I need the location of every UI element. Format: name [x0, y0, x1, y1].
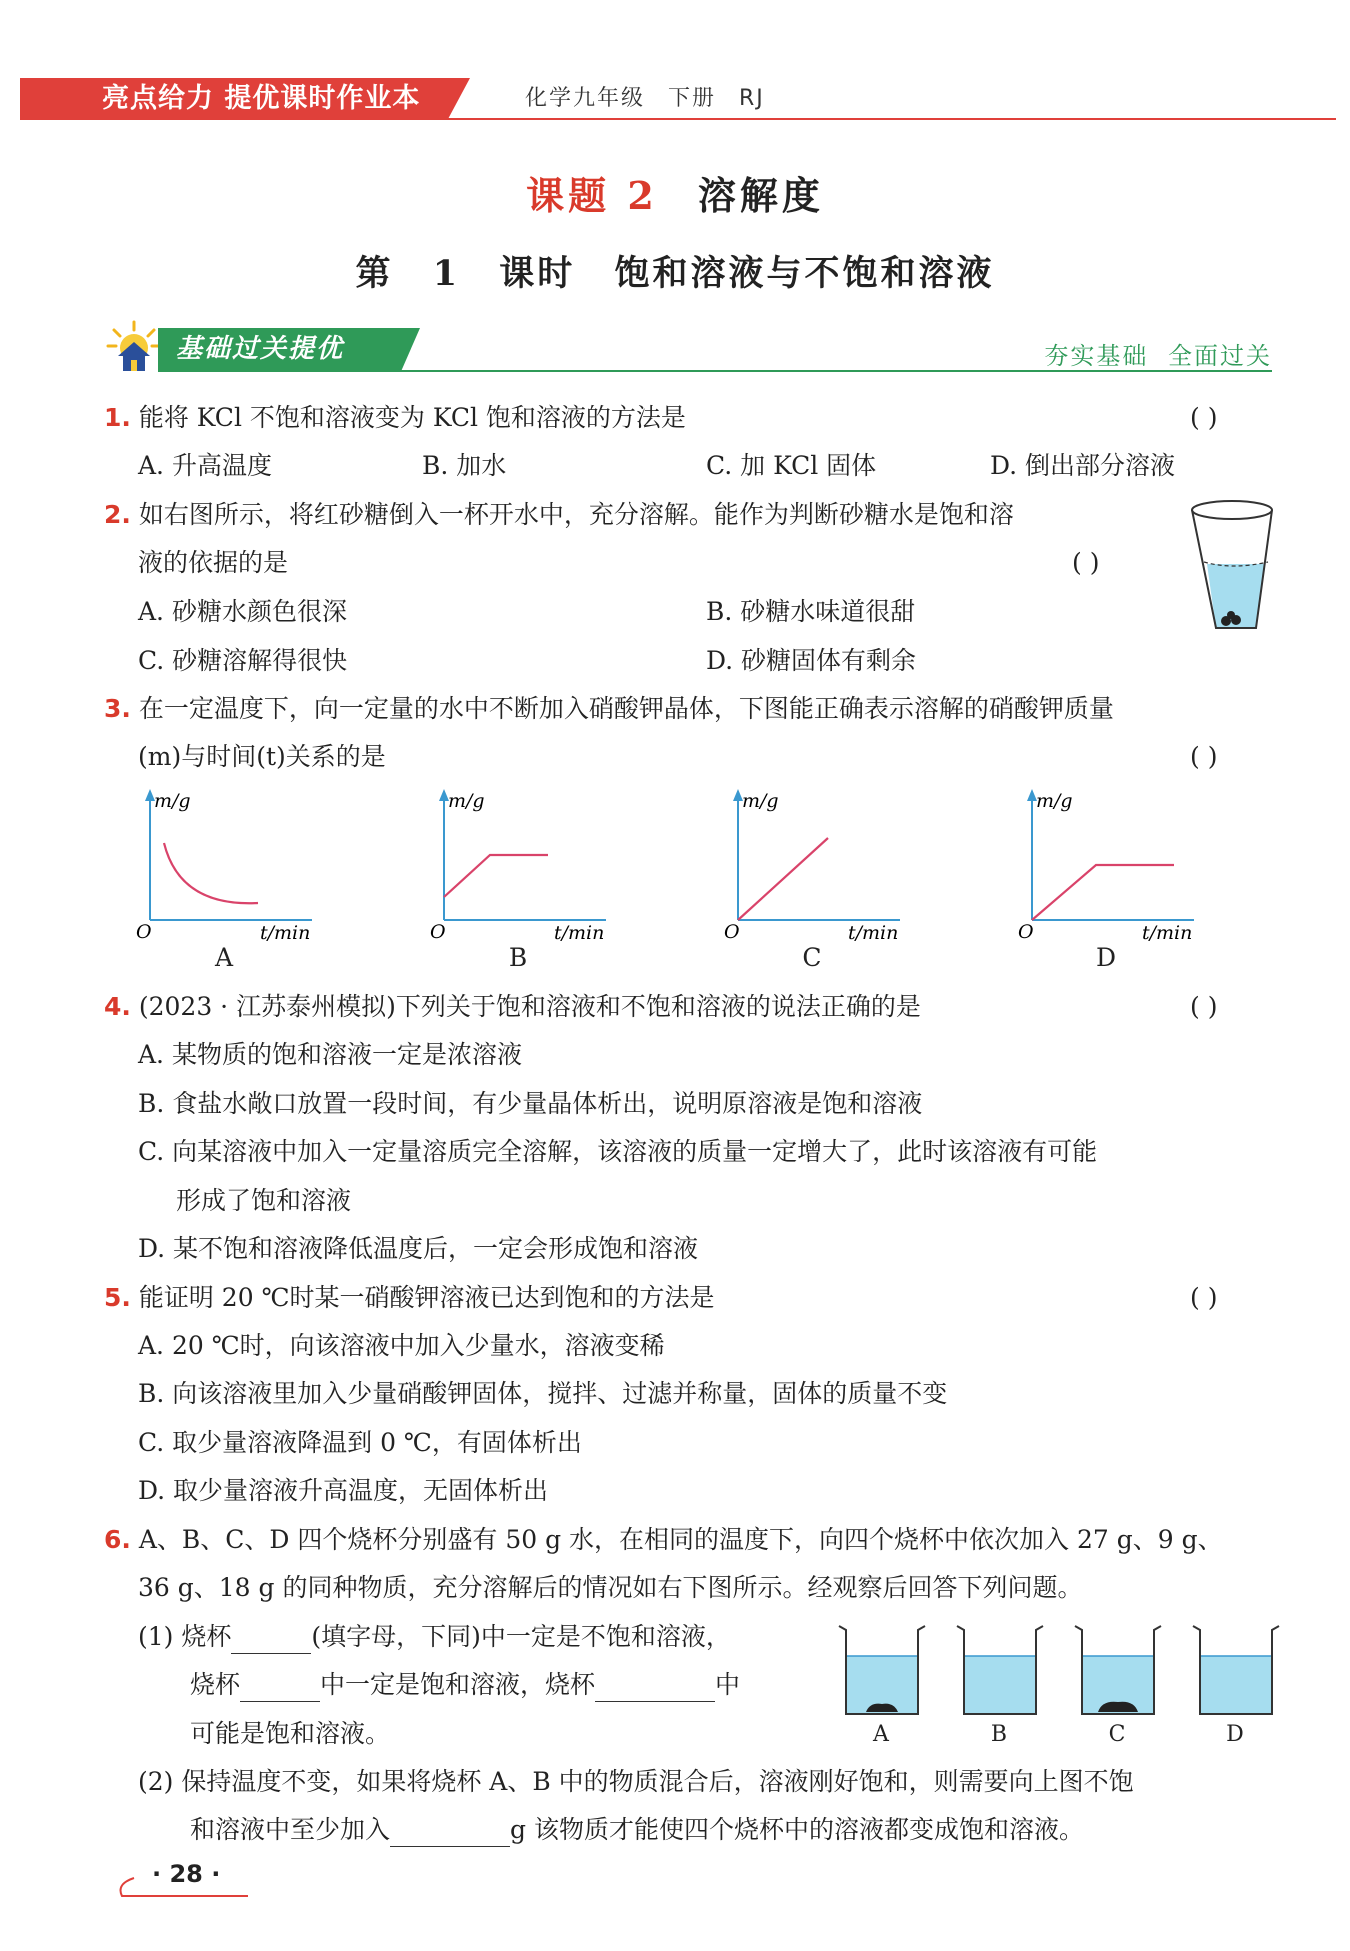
question-2	[104, 498, 1014, 532]
question-6	[104, 1523, 1223, 1557]
graph-d	[1014, 785, 1204, 949]
question-text: 如右图所示，将红砂糖倒入一杯开水中，充分溶解。能作为判断砂糖水是饱和溶	[138, 500, 1014, 529]
graph-a	[132, 785, 322, 949]
answer-parenthesis: ( )	[1190, 403, 1218, 432]
house-sun-icon	[104, 318, 164, 378]
part-2-line-1: (2) 保持温度不变，如果将烧杯 A、B 中的物质混合后，溶液刚好饱和，则需要向上图不饱	[138, 1767, 1134, 1796]
beaker-label-a: A	[873, 1722, 889, 1747]
option-c: C. 加 KCl 固体	[706, 451, 877, 480]
beaker-a	[836, 1620, 926, 1724]
answer-parenthesis: ( )	[1190, 992, 1218, 1021]
option-d: D. 某不饱和溶液降低温度后，一定会形成饱和溶液	[138, 1234, 699, 1263]
question-text-cont: (m)与时间(t)关系的是	[138, 742, 386, 771]
question-text-cont: 液的依据的是	[138, 548, 289, 577]
part-1-line-3: 可能是饱和溶液。	[190, 1719, 391, 1748]
option-a: A. 砂糖水颜色很深	[138, 597, 347, 626]
option-b: B. 向该溶液里加入少量硝酸钾固体，搅拌、过滤并称量，固体的质量不变	[138, 1379, 948, 1408]
option-a: A. 某物质的饱和溶液一定是浓溶液	[138, 1040, 522, 1069]
question-number: 2.	[104, 500, 131, 529]
beaker-label-d: D	[1226, 1722, 1244, 1747]
answer-parenthesis: ( )	[1072, 548, 1100, 577]
option-c: C. 砂糖溶解得很快	[138, 646, 348, 675]
beaker-b	[954, 1620, 1044, 1724]
beaker-label-c: C	[1108, 1722, 1126, 1747]
part-1-line-2	[190, 1668, 740, 1702]
y-axis-label: m/g	[448, 790, 485, 812]
question-text: 在一定温度下，向一定量的水中不断加入硝酸钾晶体，下图能正确表示溶解的硝酸钾质量	[138, 694, 1114, 723]
option-b: B. 食盐水敞口放置一段时间，有少量晶体析出，说明原溶液是饱和溶液	[138, 1089, 923, 1118]
option-c-cont: 形成了饱和溶液	[176, 1186, 352, 1215]
header-rule	[20, 118, 1336, 120]
question-number: 3.	[104, 694, 131, 723]
answer-blank-1[interactable]	[231, 1627, 311, 1654]
question-text-cont: 36 g、18 g 的同种物质，充分溶解后的情况如右下图所示。经观察后回答下列问题。	[138, 1573, 1083, 1602]
header-brand: 亮点给力 提优课时作业本	[102, 83, 421, 114]
option-b: B. 加水	[422, 451, 507, 480]
question-3	[104, 692, 1114, 726]
part-2-text: g 该物质才能使四个烧杯中的溶液都变成饱和溶液。	[510, 1815, 1084, 1844]
section-badge-text: 基础过关提优	[176, 334, 345, 364]
answer-parenthesis: ( )	[1190, 742, 1218, 771]
question-number: 1.	[104, 403, 131, 432]
x-axis-label: t/min	[554, 922, 605, 944]
question-text: A、B、C、D 四个烧杯分别盛有 50 g 水，在相同的温度下，向四个烧杯中依次加入 27 g、9 g、	[138, 1525, 1223, 1554]
lesson-title: 第 1 课时 饱和溶液与不饱和溶液	[355, 253, 995, 294]
part-2-text: 和溶液中至少加入	[190, 1815, 391, 1844]
part-1-text: (填字母，下同)中一定是不饱和溶液，	[311, 1622, 731, 1651]
graph-c	[720, 785, 910, 949]
question-text: 能将 KCl 不饱和溶液变为 KCl 饱和溶液的方法是	[138, 403, 686, 432]
answer-blank-3[interactable]	[595, 1675, 715, 1702]
topic-title	[0, 165, 1350, 220]
graph-label-a: A	[214, 943, 234, 972]
option-a: A. 20 ℃时，向该溶液中加入少量水，溶液变稀	[138, 1331, 665, 1360]
option-d: D. 取少量溶液升高温度，无固体析出	[138, 1476, 549, 1505]
x-axis-label: t/min	[1142, 922, 1193, 944]
y-axis-label: m/g	[1036, 790, 1073, 812]
x-axis-label: t/min	[260, 922, 311, 944]
section-slogan: 夯实基础 全面过关	[1044, 342, 1272, 370]
part-1-text: 中一定是饱和溶液，烧杯	[320, 1670, 596, 1699]
option-a: A. 升高温度	[138, 451, 272, 480]
x-axis-label: t/min	[848, 922, 899, 944]
header-subject: 化学九年级 下册 RJ	[525, 86, 765, 111]
question-number: 6.	[104, 1525, 131, 1554]
origin-label: O	[430, 921, 446, 943]
answer-parenthesis: ( )	[1190, 1283, 1218, 1312]
y-axis-label: m/g	[742, 790, 779, 812]
option-b: B. 砂糖水味道很甜	[706, 597, 916, 626]
question-number: 4.	[104, 992, 131, 1021]
topic-name: 溶解度	[697, 173, 824, 218]
sugar-cup-figure	[1186, 496, 1278, 640]
option-d: D. 砂糖固体有剩余	[706, 646, 917, 675]
graph-b	[426, 785, 616, 949]
part-1-label: (1) 烧杯	[138, 1622, 232, 1651]
option-c: C. 取少量溶液降温到 0 ℃，有固体析出	[138, 1428, 582, 1457]
graph-label-c: C	[802, 943, 822, 972]
option-d: D. 倒出部分溶液	[990, 451, 1176, 480]
question-number: 5.	[104, 1283, 131, 1312]
part-1-line-1	[138, 1620, 731, 1654]
answer-blank-2[interactable]	[240, 1675, 320, 1702]
question-text: (2023 · 江苏泰州模拟)下列关于饱和溶液和不饱和溶液的说法正确的是	[138, 992, 921, 1021]
graph-label-b: B	[508, 943, 528, 972]
origin-label: O	[136, 921, 152, 943]
part-1-text: 中	[715, 1670, 741, 1699]
graph-label-d: D	[1095, 943, 1117, 972]
topic-number: 课题 2	[526, 173, 658, 218]
answer-blank-4[interactable]	[390, 1820, 510, 1847]
page-number: · 28 ·	[152, 1860, 221, 1888]
question-5	[104, 1281, 715, 1315]
question-1	[104, 401, 686, 435]
part-2-line-2	[190, 1813, 1084, 1847]
question-text: 能证明 20 ℃时某一硝酸钾溶液已达到饱和的方法是	[138, 1283, 715, 1312]
origin-label: O	[1018, 921, 1034, 943]
y-axis-label: m/g	[154, 790, 191, 812]
beaker-label-b: B	[990, 1722, 1008, 1747]
beaker-d	[1190, 1620, 1280, 1724]
part-1-text: 烧杯	[190, 1670, 241, 1699]
question-4	[104, 990, 921, 1024]
option-c: C. 向某溶液中加入一定量溶质完全溶解，该溶液的质量一定增大了，此时该溶液有可能	[138, 1137, 1098, 1166]
origin-label: O	[724, 921, 740, 943]
beaker-c	[1072, 1620, 1162, 1724]
